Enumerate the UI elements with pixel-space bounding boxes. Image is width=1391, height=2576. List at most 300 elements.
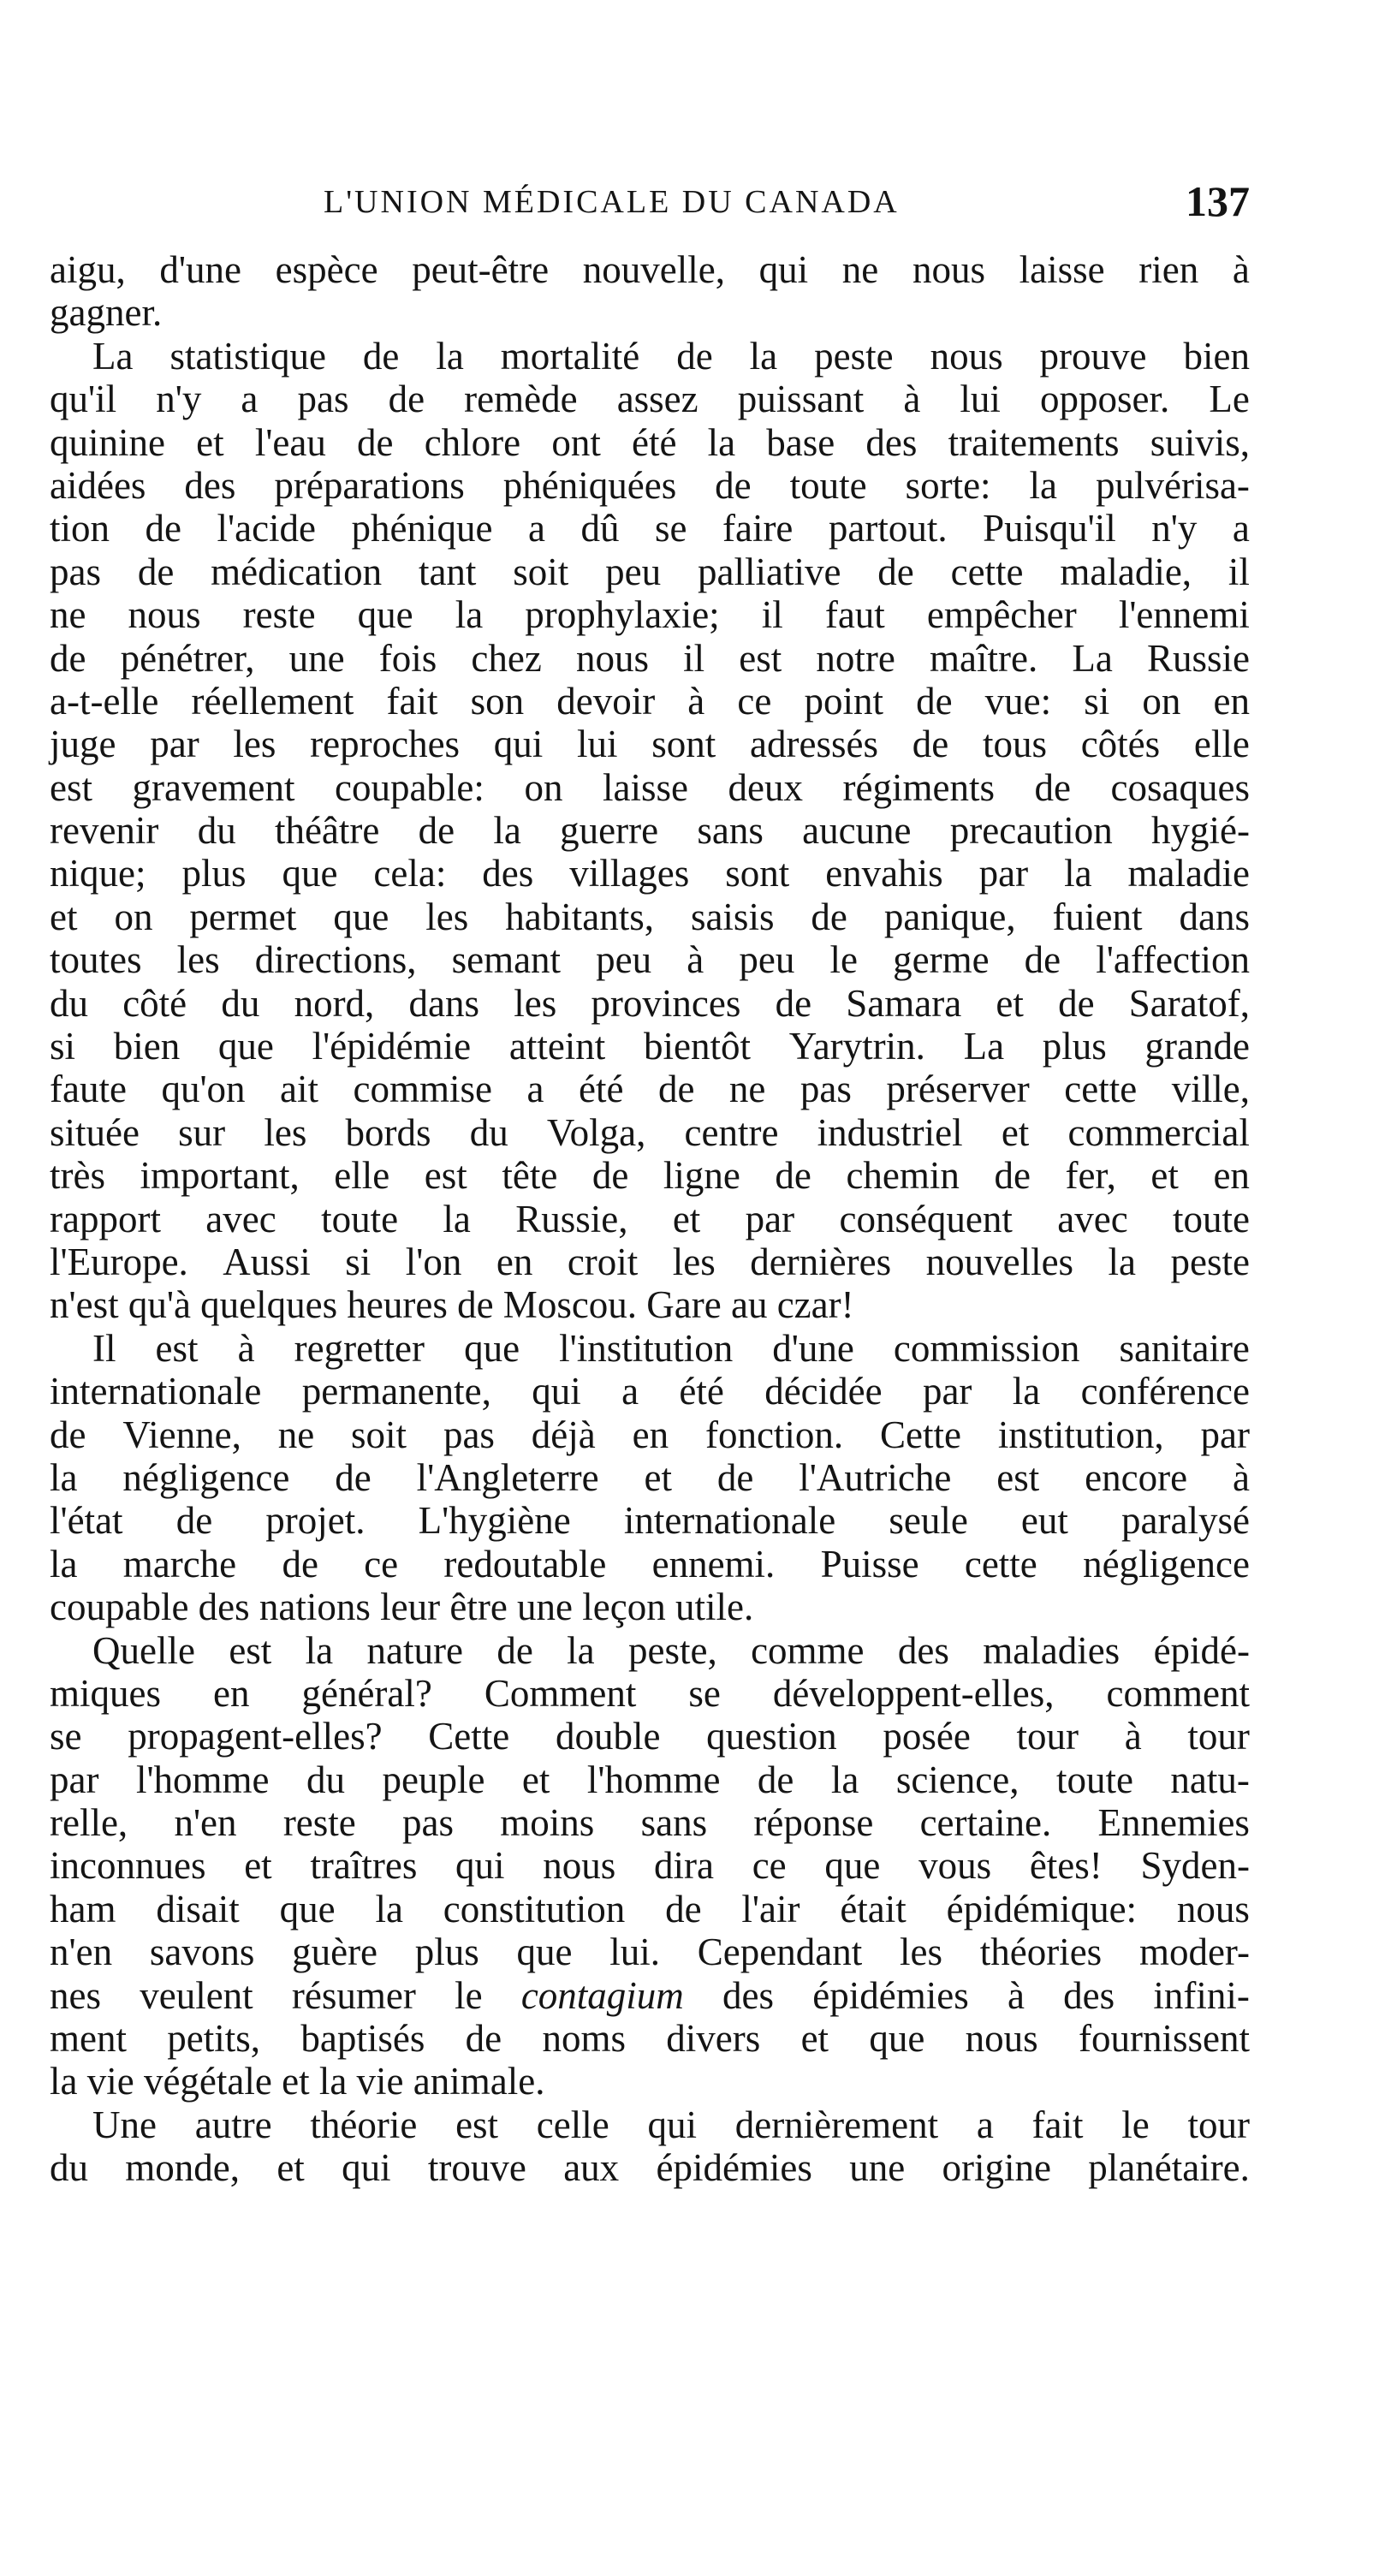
word: seule [889, 1499, 968, 1543]
word: ligne [663, 1154, 740, 1198]
word: devoir [556, 679, 656, 723]
word: et [50, 895, 78, 938]
word: développent-elles, [772, 1671, 1055, 1715]
word: maladie [1127, 852, 1250, 895]
word: l'on [405, 1240, 462, 1283]
word: que [282, 852, 338, 895]
word: épidé- [1153, 1628, 1250, 1672]
word: phénique [351, 507, 493, 550]
text-line [50, 895, 1250, 938]
text-line [50, 809, 1250, 852]
word: traitements [948, 420, 1120, 464]
word: en [1213, 679, 1250, 723]
body-text [50, 248, 1250, 2190]
word: qui [342, 2146, 391, 2190]
word: atteint [508, 1025, 606, 1068]
word: rapport [50, 1197, 161, 1240]
word: général? [301, 1671, 432, 1715]
word: de [657, 1068, 695, 1111]
word: aidées [50, 463, 146, 507]
word: que [357, 593, 413, 637]
text-line [50, 291, 1250, 334]
word: l'état [50, 1499, 123, 1543]
word: par [978, 852, 1029, 895]
word: a [241, 378, 259, 421]
word: préparations [274, 463, 465, 507]
text-line [50, 1888, 1250, 1931]
word: Volga, [546, 1110, 646, 1154]
word: dernières [750, 1240, 892, 1283]
word: peuple [382, 1758, 485, 1801]
word: négligence [122, 1455, 290, 1499]
text-line [50, 248, 1250, 291]
word: vous [918, 1844, 992, 1888]
word: qui [455, 1844, 505, 1888]
word: ennemi. [651, 1542, 776, 1585]
word: déjà [531, 1413, 596, 1456]
word: bords [345, 1110, 431, 1154]
word: sans [697, 809, 764, 853]
word: l'affection [1096, 938, 1250, 982]
word: les [176, 938, 220, 982]
word: de [496, 1628, 533, 1672]
word: savons [149, 1931, 255, 1974]
word: théâtre [274, 809, 380, 853]
word: Vienne, [122, 1413, 241, 1456]
word: par [1200, 1413, 1250, 1456]
word: théories [979, 1931, 1103, 1974]
word: ce [752, 1844, 787, 1888]
word: fait [386, 679, 438, 723]
word: épidémies [656, 2146, 812, 2190]
word: les [899, 1931, 942, 1974]
word: point [804, 679, 883, 723]
word: et [672, 1197, 701, 1240]
word: la [1064, 852, 1092, 895]
word: avec [1057, 1197, 1128, 1240]
word: par [922, 1370, 972, 1413]
word: divers [666, 2017, 761, 2061]
word: reste [282, 1801, 356, 1845]
word: contagium [520, 1973, 684, 2017]
word: peste [1170, 1240, 1250, 1283]
word: dans [1179, 895, 1250, 938]
word: qu'il [50, 378, 117, 421]
word: et [1150, 1154, 1179, 1198]
word: en [213, 1671, 250, 1715]
word: tour [1187, 1715, 1250, 1758]
word: trouve [427, 2146, 526, 2190]
word: La [963, 1025, 1005, 1068]
word: bien [1183, 334, 1250, 378]
word: le [829, 938, 858, 982]
word: commercial [1067, 1110, 1250, 1154]
word: tant [418, 550, 477, 593]
word: l'homme [135, 1758, 270, 1801]
word: n'en [50, 1931, 113, 1974]
word: marche [122, 1542, 237, 1585]
word: deux [728, 765, 803, 809]
word: si [345, 1240, 372, 1283]
word: encore [1085, 1455, 1188, 1499]
word: panique, [883, 895, 1016, 938]
word: toutes [50, 938, 142, 982]
text-line [50, 1974, 1250, 2017]
word: de [715, 463, 752, 507]
word: faut [824, 593, 885, 637]
word: située [50, 1110, 140, 1154]
word: de [145, 507, 181, 550]
word: fournissent [1079, 2017, 1250, 2061]
text-line [50, 1844, 1250, 1887]
word: paralysé [1121, 1499, 1250, 1543]
text-line [50, 1111, 1250, 1154]
word: fois [378, 636, 437, 680]
word: se [688, 1671, 721, 1715]
word: infini- [1153, 1973, 1250, 2017]
word: Russie [1146, 636, 1250, 680]
word: que [464, 1326, 520, 1370]
word: est [424, 1154, 467, 1198]
text-line [50, 1456, 1250, 1499]
word: l'eau [254, 420, 326, 464]
word: et [244, 1844, 272, 1888]
word: cette [964, 1542, 1037, 1585]
text-line [50, 1327, 1250, 1370]
word: l'institution [559, 1326, 734, 1370]
word: pas [50, 550, 101, 593]
word: question [706, 1715, 837, 1758]
word: adressés [750, 723, 878, 766]
text-line [50, 1154, 1250, 1197]
word: la [567, 1628, 595, 1672]
word: Saratof, [1128, 981, 1250, 1025]
word: a [1232, 507, 1250, 550]
word: villages [569, 852, 690, 895]
word: prouve [1039, 334, 1147, 378]
word: aigu, [50, 248, 126, 291]
word: la [830, 1758, 859, 1801]
word: peu [739, 938, 795, 982]
word: notre [816, 636, 895, 680]
word: empêcher [926, 593, 1077, 637]
word: et [996, 981, 1024, 1025]
word: de [916, 679, 953, 723]
word: nous [1176, 1887, 1250, 1931]
word: ne [728, 1068, 766, 1111]
word: des [722, 1973, 775, 2017]
word: épidémique: [946, 1887, 1138, 1931]
word: tion [50, 507, 110, 550]
word: Puisse [820, 1542, 919, 1585]
word: se [50, 1715, 82, 1758]
word: de [388, 378, 425, 421]
word: de [1034, 765, 1071, 809]
text-line [50, 1283, 1250, 1326]
word: est [996, 1455, 1040, 1499]
word: l'Angleterre [416, 1455, 599, 1499]
word: institution, [997, 1413, 1164, 1456]
text-line [50, 593, 1250, 636]
word: maladies [983, 1628, 1121, 1672]
word: fuient [1052, 895, 1143, 938]
word: la [50, 1542, 78, 1585]
word: ce [364, 1542, 399, 1585]
word: les [672, 1240, 716, 1283]
word: nous [912, 248, 985, 291]
word: se [654, 507, 687, 550]
word: moins [500, 1801, 595, 1845]
word: traîtres [310, 1844, 418, 1888]
word: à [1232, 248, 1250, 291]
word: du [197, 809, 236, 853]
word: elle [334, 1154, 390, 1198]
word: Le [1209, 378, 1250, 421]
word: été [632, 420, 677, 464]
word: maître. [930, 636, 1038, 680]
word: il [683, 636, 705, 680]
word: guère [292, 1931, 378, 1974]
word: revenir [50, 809, 159, 853]
word: la [375, 1887, 403, 1931]
word: avec [205, 1197, 276, 1240]
word: aux [563, 2146, 620, 2190]
word: redoutable [443, 1542, 607, 1585]
word: est [229, 1628, 272, 1672]
word: de [877, 550, 914, 593]
word: peu [605, 550, 662, 593]
word: et [800, 2017, 829, 2061]
word: Cette [880, 1413, 961, 1456]
word: nique; [50, 852, 146, 895]
word: coupable: [334, 765, 484, 809]
word: sorte: [905, 463, 991, 507]
word: dernièrement [734, 2103, 939, 2146]
word: de [465, 2017, 502, 2061]
word: par [150, 723, 199, 766]
word: nous [575, 636, 649, 680]
word: théorie [310, 2103, 418, 2146]
text-line [50, 2146, 1250, 2189]
word: d'une [772, 1326, 854, 1370]
word: par [50, 1758, 99, 1801]
word: monde, [125, 2146, 241, 2190]
word: double [555, 1715, 661, 1758]
text-line [50, 1499, 1250, 1542]
word: laisse [602, 765, 688, 809]
word: autre [194, 2103, 272, 2146]
word: n'y [1151, 507, 1198, 550]
word: négligence [1083, 1542, 1250, 1585]
word: de [775, 1154, 811, 1198]
word: en [1213, 1154, 1250, 1198]
word: base [766, 420, 835, 464]
word: il [761, 593, 783, 637]
word: que [217, 1025, 274, 1068]
text-line-content: coupable des nations leur être une leçon utile. [50, 1585, 754, 1629]
word: et [644, 1455, 672, 1499]
word: dû [580, 507, 620, 550]
word: la [707, 420, 736, 464]
word: constitution [443, 1887, 626, 1931]
word: sont [725, 852, 790, 895]
word: petits, [167, 2017, 261, 2061]
word: nous [543, 1844, 616, 1888]
word: permet [189, 895, 297, 938]
journal-title: L'UNION MÉDICALE DU CANADA [324, 184, 900, 220]
word: puissant [737, 378, 865, 421]
word: Syden- [1140, 1844, 1250, 1888]
word: Cette [428, 1715, 510, 1758]
word: les [514, 981, 557, 1025]
word: le [455, 1973, 483, 2017]
word: n'y [156, 378, 202, 421]
word: de [175, 1499, 213, 1543]
word: l'acide [217, 507, 317, 550]
word: toute [321, 1197, 399, 1240]
word: ham [50, 1887, 116, 1931]
word: chez [471, 636, 542, 680]
word: ment [50, 2017, 127, 2061]
word: habitants, [505, 895, 654, 938]
word: plus [181, 852, 247, 895]
word: dans [408, 981, 480, 1025]
word: de [676, 334, 713, 378]
word: comment [1106, 1671, 1250, 1715]
text-line [50, 637, 1250, 680]
word: à [1124, 1715, 1142, 1758]
word: l'ennemi [1118, 593, 1250, 637]
word: a-t-elle [50, 679, 159, 723]
word: à [687, 679, 705, 723]
word: sanitaire [1119, 1326, 1250, 1370]
word: nous [128, 593, 201, 637]
word: l'air [741, 1887, 800, 1931]
word: rien [1138, 248, 1199, 291]
text-line [50, 1370, 1250, 1413]
word: prophylaxie; [525, 593, 720, 637]
text-line [50, 1758, 1250, 1801]
word: hygié- [1150, 809, 1250, 853]
text-line [50, 1715, 1250, 1758]
word: Une [92, 2103, 157, 2146]
word: croit [567, 1240, 639, 1283]
word: semant [451, 938, 562, 982]
text-line [50, 421, 1250, 464]
word: pas [443, 1413, 495, 1456]
word: de [282, 1542, 318, 1585]
word: miques [50, 1671, 161, 1715]
word: a [621, 1370, 639, 1413]
word: des [184, 463, 236, 507]
word: L'hygiène [418, 1499, 571, 1543]
word: ne [841, 248, 879, 291]
word: de [757, 1758, 794, 1801]
word: sans [640, 1801, 708, 1845]
word: les [425, 895, 469, 938]
word: Puisqu'il [983, 507, 1116, 550]
text-line [50, 1672, 1250, 1715]
word: Il [92, 1326, 116, 1370]
word: reproches [310, 723, 461, 766]
word: de [137, 550, 175, 593]
word: nes [50, 1973, 101, 2017]
text-line [50, 1025, 1250, 1068]
word: chlore [424, 420, 521, 464]
word: à [1007, 1973, 1025, 2017]
word: des [482, 852, 534, 895]
word: et [1001, 1110, 1030, 1154]
word: de [335, 1455, 372, 1499]
word: qui [758, 248, 809, 291]
word: et [521, 1758, 550, 1801]
word: tête [502, 1154, 558, 1198]
word: côté [122, 981, 187, 1025]
word: tour [1187, 2103, 1250, 2146]
word: permanente, [301, 1370, 491, 1413]
word: Comment [484, 1671, 637, 1715]
word: nouvelles [925, 1240, 1074, 1283]
word: posée [883, 1715, 971, 1758]
word: lui. [609, 1931, 661, 1974]
word: d'une [159, 248, 241, 291]
text-line [50, 1801, 1250, 1844]
word: commission [893, 1326, 1080, 1370]
text-line [50, 378, 1250, 420]
running-head [51, 176, 1250, 228]
word: on [1142, 679, 1181, 723]
word: remède [464, 378, 578, 421]
text-line [50, 1413, 1250, 1456]
word: palliative [697, 550, 841, 593]
word: été [679, 1370, 724, 1413]
word: partout. [828, 507, 948, 550]
word: très [50, 1154, 105, 1198]
word: qui [493, 723, 544, 766]
word: eut [1020, 1499, 1068, 1543]
word: des [865, 420, 918, 464]
word: par [745, 1197, 795, 1240]
word: cosaques [1110, 765, 1250, 809]
word: à [1232, 1455, 1250, 1499]
word: nous [930, 334, 1003, 378]
word: que [333, 895, 389, 938]
word: de [811, 895, 847, 938]
word: et [196, 420, 224, 464]
word: régiments [842, 765, 995, 809]
word: ne [50, 593, 86, 637]
word: médication [211, 550, 383, 593]
word: qui [647, 2103, 697, 2146]
word: nouvelle, [582, 248, 725, 291]
word: toute [1173, 1197, 1250, 1240]
word: du [50, 981, 88, 1025]
word: été [578, 1068, 624, 1111]
text-line [50, 1543, 1250, 1585]
text-line [50, 464, 1250, 507]
word: chemin [846, 1154, 960, 1198]
word: est [739, 636, 782, 680]
word: que [516, 1931, 573, 1974]
word: les [233, 723, 276, 766]
word: sur [178, 1110, 226, 1154]
word: quinine [50, 420, 165, 464]
word: la [1108, 1240, 1137, 1283]
word: une [849, 2146, 906, 2190]
word: maladie, [1060, 550, 1192, 593]
word: faute [50, 1068, 127, 1111]
word: faire [722, 507, 794, 550]
